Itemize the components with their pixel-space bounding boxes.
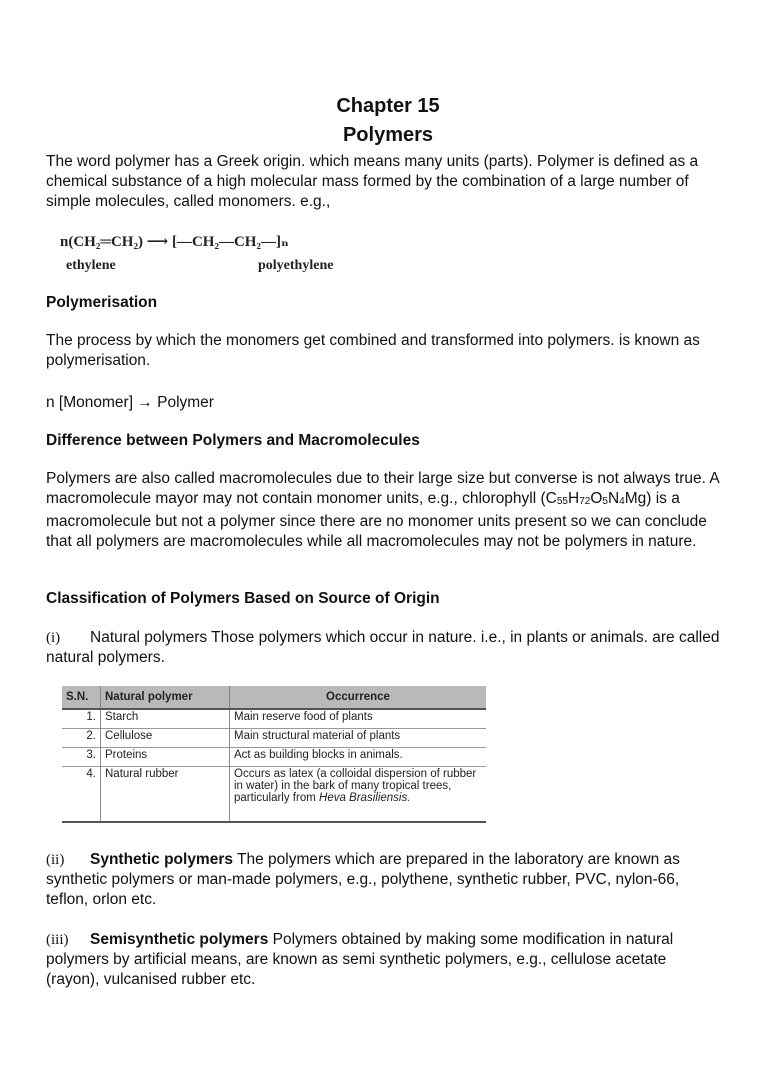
element-o: O (590, 490, 603, 507)
item-number-ii: (ii) (46, 852, 65, 868)
reactant-label: ethylene (66, 258, 116, 273)
difference-heading: Difference between Polymers and Macromolecules (46, 432, 420, 449)
cell-sn: 1. (62, 709, 101, 729)
header-occurrence: Occurrence (230, 686, 487, 709)
intro-paragraph: The word polymer has a Greek origin. which means many units (parts). Polymer is defined as a chemical substance of a high molecular mass formed by the combination of a large number of simple molecules, called monomers. e.g., (46, 153, 699, 210)
subscript-o: 5 (602, 496, 608, 507)
table-header-row (62, 686, 486, 709)
cell-polymer: Cellulose (101, 729, 230, 748)
classification-heading: Classification of Polymers Based on Source of Origin (46, 590, 440, 607)
semisynthetic-polymers-label: Semisynthetic polymers (90, 931, 269, 948)
table-row (62, 748, 486, 767)
difference-text-part1: Polymers are also called macromolecules due to their large size but converse is not always true. A macromolecule mayor may not contain monomer units, e.g., chlorophyll (C (46, 470, 719, 507)
cell-polymer: Natural rubber (101, 767, 230, 823)
cell-sn: 2. (62, 729, 101, 748)
cell-occurrence: Act as building blocks in animals. (230, 748, 487, 767)
polymerisation-formula: n [Monomer] → Polymer (46, 394, 214, 411)
item-number-i: (i) (46, 630, 61, 646)
cell-occurrence-species: Heva Brasiliensis. (319, 792, 411, 804)
subscript-c: 55 (556, 496, 568, 507)
polymerisation-text: The process by which the monomers get combined and transformed into polymers. is known as polymerisation. (46, 332, 700, 369)
subscript-h: 72 (579, 496, 591, 507)
difference-text (46, 469, 722, 552)
cell-occurrence: Main reserve food of plants (230, 709, 487, 729)
cell-occurrence: Main structural material of plants (230, 729, 487, 748)
table-row (62, 729, 486, 748)
header-sn: S.N. (62, 686, 101, 709)
semisynthetic-polymers-text: Polymers obtained by making some modification in natural polymers by artificial means, are known as semi synthetic polymers, e.g., cellulose acetate (rayon), vulcanised rubber etc. (46, 931, 674, 988)
table-row (62, 709, 486, 729)
cell-sn: 3. (62, 748, 101, 767)
synthetic-polymers-label: Synthetic polymers (90, 851, 233, 868)
item-number-iii: (iii) (46, 932, 69, 948)
element-h: H (567, 490, 580, 507)
natural-polymers-paragraph (46, 628, 722, 668)
element-n: N (607, 490, 620, 507)
cell-occurrence (230, 767, 487, 823)
chapter-number: Chapter 15 (336, 95, 440, 117)
chapter-title: Polymers (342, 124, 434, 146)
cell-occurrence-text: Occurs as latex (a colloidal dispersion of rubber in water) in the bark of many tropical trees, particularly from (234, 768, 477, 804)
polymerisation-heading: Polymerisation (46, 294, 158, 311)
header-natural-polymer: Natural polymer (101, 686, 230, 709)
reaction-equation: n(CH₂═CH₂) ⟶ [—CH₂—CH₂—]ₙ (60, 234, 289, 250)
product-label: polyethylene (258, 258, 334, 273)
difference-text-part2: Mg) is a macromolecule but not a polymer since there are no monomer units present so we can conclude that all polymers are macromolecules while all macromolecules may not be polymers in nature. (46, 490, 707, 550)
cell-polymer: Proteins (101, 748, 230, 767)
subscript-n: 4 (619, 496, 625, 507)
cell-sn: 4. (62, 767, 101, 823)
synthetic-polymers-text: The polymers which are prepared in the laboratory are known as synthetic polymers or man-made polymers, e.g., polythene, synthetic rubber, PVC, nylon-66, teflon, orlon etc. (46, 851, 680, 908)
synthetic-polymers-paragraph (46, 850, 722, 910)
cell-polymer: Starch (101, 709, 230, 729)
table-row (62, 767, 486, 823)
natural-polymers-table (62, 686, 486, 823)
semisynthetic-polymers-paragraph (46, 930, 722, 990)
polymerisation-reaction (60, 232, 390, 278)
title-block (46, 92, 722, 150)
natural-polymers-text: Natural polymers Those polymers which occur in nature. i.e., in plants or animals. are called natural polymers. (46, 629, 720, 666)
